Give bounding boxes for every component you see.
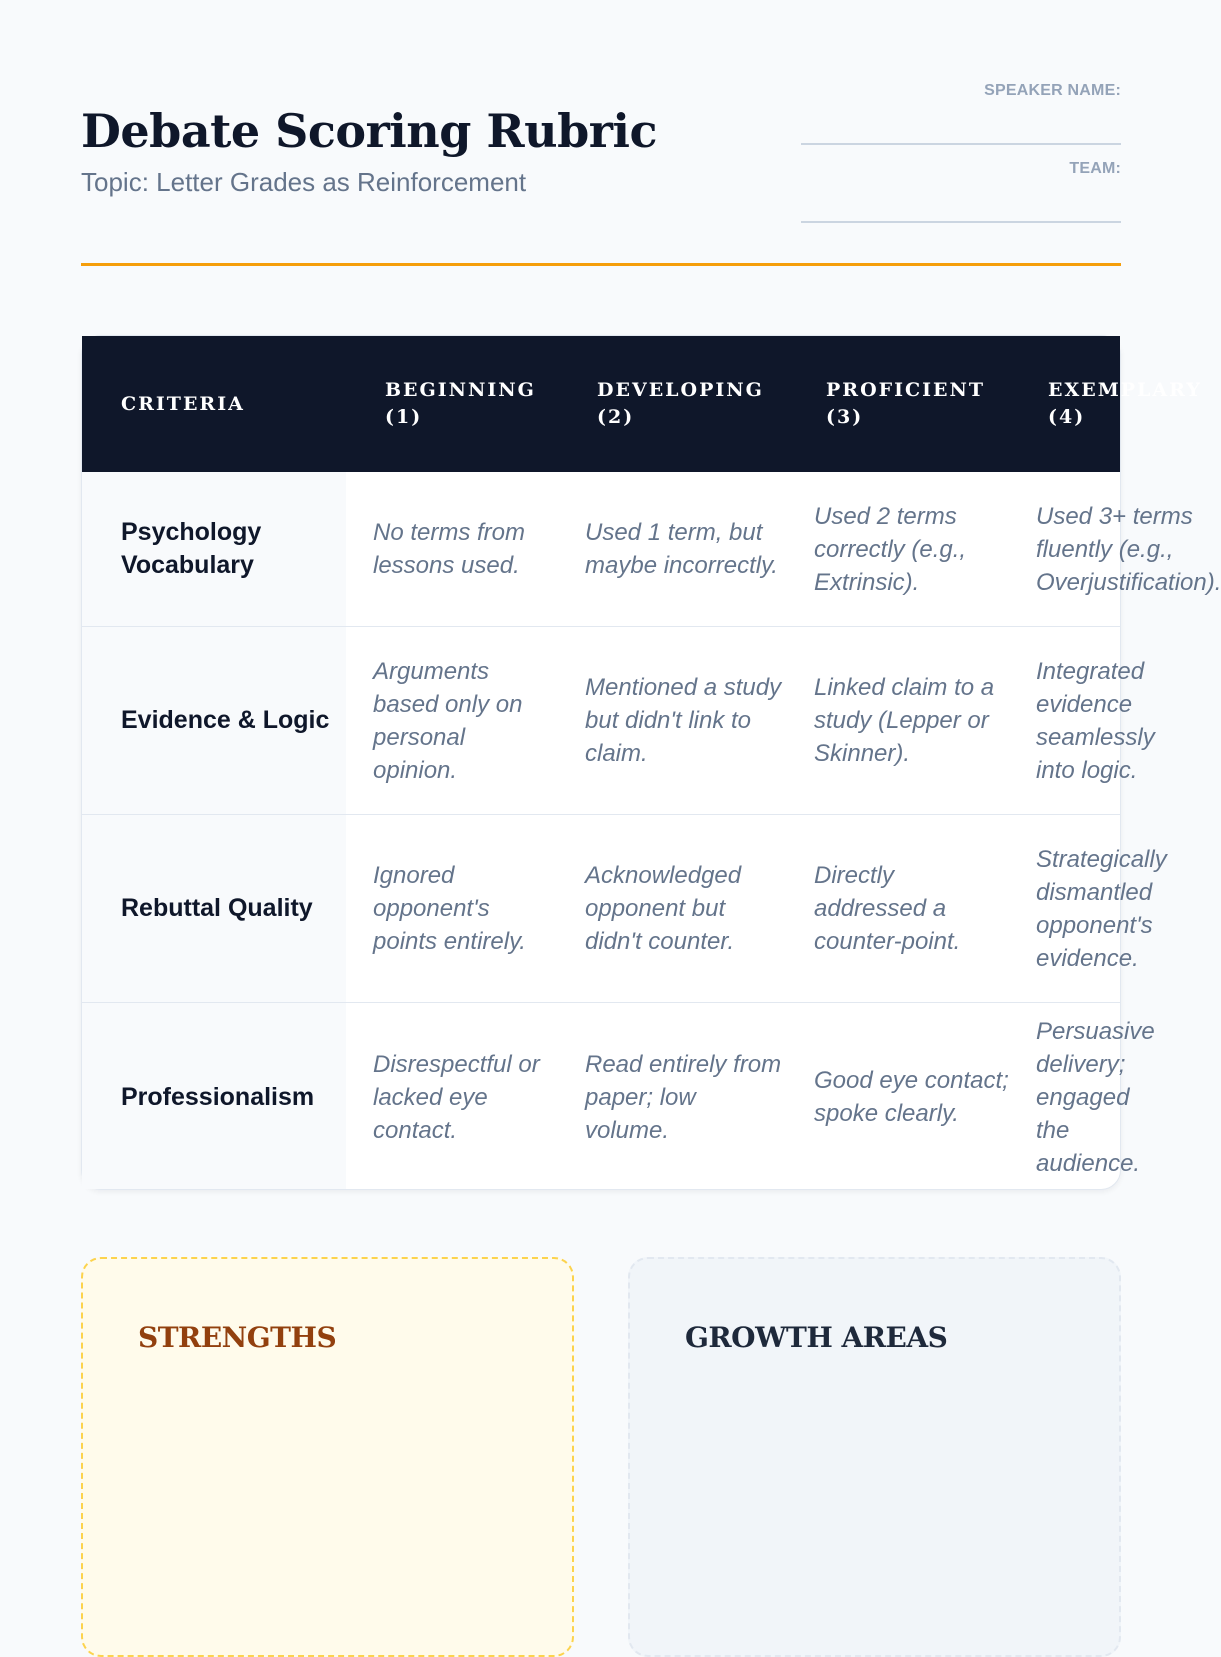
speaker-name-line[interactable] <box>801 143 1121 145</box>
rubric-cell-text: Strategically dismantled opponent's evidence. <box>1036 845 1167 972</box>
rubric-cell-beginning: Ignored opponent's points entirely. <box>373 862 526 955</box>
column-header-label: PROFICIENT <box>826 379 986 401</box>
strengths-box[interactable] <box>81 1257 574 1657</box>
rubric-cell-beginning: No terms from lessons used. <box>373 519 526 579</box>
criterion-label: Professionalism <box>121 1082 315 1111</box>
page-header <box>81 0 1121 268</box>
strengths-title: STRENGTHS <box>138 1321 337 1354</box>
column-header-score: (4) <box>1048 406 1086 428</box>
column-header-score: (2) <box>597 406 635 428</box>
page-title: Debate Scoring Rubric <box>81 104 657 158</box>
rubric-cell-proficient: Linked claim to a study (Lepper or Skinner). <box>814 674 995 767</box>
rubric-cell-exemplary <box>1036 472 1221 626</box>
column-header-developing <box>597 336 764 472</box>
growth-areas-title: GROWTH AREAS <box>685 1321 948 1354</box>
header-divider <box>81 263 1121 266</box>
rubric-cell-text: Persuasive delivery; engaged the audience. <box>1036 1017 1155 1177</box>
rubric-cell-proficient: Used 2 terms correctly (e.g., Extrinsic). <box>814 502 967 596</box>
column-header-criteria <box>121 336 245 472</box>
rubric-cell-beginning: Arguments based only on personal opinion. <box>373 657 523 784</box>
table-row <box>82 627 1155 815</box>
rubric-cell-text: Integrated evidence seamlessly into logic. <box>1036 657 1155 784</box>
column-header-score: (3) <box>826 406 864 428</box>
rubric-cell-exemplary <box>1036 1003 1155 1191</box>
criterion-label: Psychology Vocabulary <box>121 518 262 579</box>
speaker-info <box>801 82 1121 238</box>
rubric-cell-developing: Mentioned a study but didn't link to claim. <box>585 674 782 767</box>
team-label: TEAM: <box>1069 160 1121 177</box>
column-header-exemplary <box>1048 336 1202 472</box>
column-header-label: DEVELOPING <box>597 379 764 401</box>
column-header-label: EXEMPLARY <box>1048 379 1202 401</box>
table-row <box>82 815 1167 1003</box>
criterion-label: Evidence & Logic <box>121 706 330 734</box>
growth-areas-box[interactable] <box>628 1257 1121 1657</box>
column-header-label: BEGINNING <box>385 379 536 401</box>
rubric-cell-developing: Read entirely from paper; low volume. <box>585 1050 782 1144</box>
rubric-cell-developing: Used 1 term, but maybe incorrectly. <box>585 519 778 579</box>
speaker-name-field[interactable] <box>801 82 1121 160</box>
rubric-cell-exemplary <box>1036 627 1155 814</box>
team-field[interactable] <box>801 160 1121 238</box>
column-header-label: CRITERIA <box>121 392 245 415</box>
rubric-cell-beginning: Disrespectful or lacked eye contact. <box>373 1050 540 1144</box>
rubric-page <box>81 0 1221 1354</box>
column-header-beginning <box>385 336 536 472</box>
rubric-cell-text: Used 3+ terms fluently (e.g., Overjustification). <box>1036 502 1221 596</box>
team-line[interactable] <box>801 221 1121 223</box>
page-subtitle: Topic: Letter Grades as Reinforcement <box>81 167 527 197</box>
rubric-cell-exemplary <box>1036 815 1167 1002</box>
rubric-cell-proficient: Directly addressed a counter-point. <box>814 862 961 955</box>
table-row <box>82 1003 1155 1191</box>
rubric-cell-developing: Acknowledged opponent but didn't counter. <box>585 862 742 955</box>
table-row <box>82 472 1221 627</box>
rubric-table <box>81 335 1221 1190</box>
speaker-name-label: SPEAKER NAME: <box>984 82 1121 99</box>
column-header-score: (1) <box>385 406 423 428</box>
column-header-proficient <box>826 336 985 472</box>
rubric-cell-proficient: Good eye contact; spoke clearly. <box>814 1067 1009 1127</box>
criterion-label: Rebuttal Quality <box>121 894 313 922</box>
rubric-table-header <box>82 336 1202 472</box>
